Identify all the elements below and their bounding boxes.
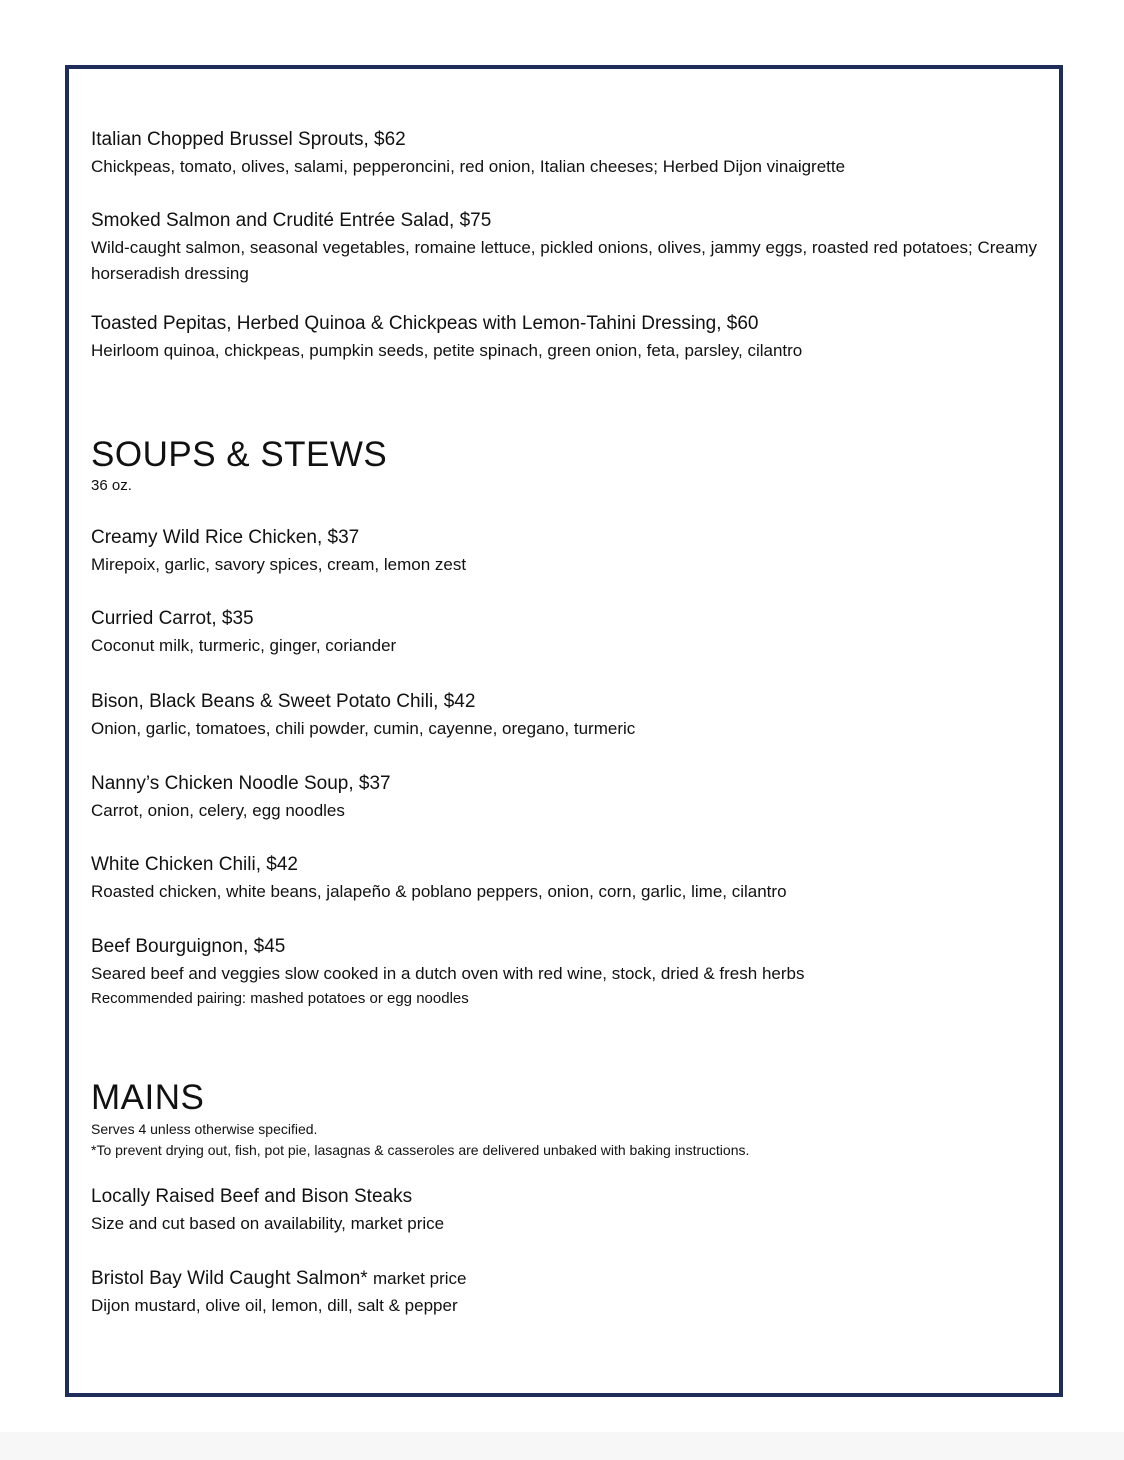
section-heading: MAINS <box>91 1078 205 1117</box>
section-subtitle: Serves 4 unless otherwise specified. <box>91 1121 318 1137</box>
menu-item <box>91 524 1037 578</box>
item-title: Smoked Salmon and Crudité Entrée Salad, $75 <box>91 210 492 231</box>
item-title: Locally Raised Beef and Bison Steaks <box>91 1186 413 1207</box>
item-description: Onion, garlic, tomatoes, chili powder, cumin, cayenne, oregano, turmeric <box>91 719 636 738</box>
item-description: Dijon mustard, olive oil, lemon, dill, salt & pepper <box>91 1296 458 1315</box>
soups-section <box>91 434 1037 1011</box>
menu-item <box>91 688 1037 742</box>
menu-item <box>91 851 1037 905</box>
menu-content <box>91 126 1037 1319</box>
section-note: *To prevent drying out, fish, pot pie, lasagnas & casseroles are delivered unbaked with baking instructions. <box>91 1142 750 1158</box>
menu-item <box>91 1265 1037 1319</box>
item-title: Italian Chopped Brussel Sprouts, $62 <box>91 129 406 150</box>
item-title: Bristol Bay Wild Caught Salmon* <box>91 1268 368 1289</box>
item-title: Bison, Black Beans & Sweet Potato Chili, $42 <box>91 691 476 712</box>
item-title-row <box>91 1265 1037 1293</box>
item-price: market price <box>372 1269 467 1288</box>
section-subtitle: 36 oz. <box>91 477 132 494</box>
menu-item <box>91 1183 1037 1237</box>
item-title: Nanny’s Chicken Noodle Soup, $37 <box>91 773 391 794</box>
menu-item <box>91 310 1037 364</box>
item-title: Beef Bourguignon, $45 <box>91 936 286 957</box>
menu-item <box>91 605 1037 659</box>
item-note: Recommended pairing: mashed potatoes or egg noodles <box>91 990 469 1007</box>
item-description: Carrot, onion, celery, egg noodles <box>91 801 345 820</box>
item-description: Size and cut based on availability, market price <box>91 1214 445 1233</box>
menu-item <box>91 770 1037 824</box>
item-title: Curried Carrot, $35 <box>91 608 254 629</box>
menu-item <box>91 207 1037 287</box>
item-description: Chickpeas, tomato, olives, salami, pepperoncini, red onion, Italian cheeses; Herbed Dijon vinaigrette <box>91 157 846 176</box>
item-description: Mirepoix, garlic, savory spices, cream, lemon zest <box>91 555 467 574</box>
item-description: Coconut milk, turmeric, ginger, coriander <box>91 636 397 655</box>
item-title: Creamy Wild Rice Chicken, $37 <box>91 527 360 548</box>
item-description: Heirloom quinoa, chickpeas, pumpkin seeds, petite spinach, green onion, feta, parsley, cilantro <box>91 341 803 360</box>
item-description: Roasted chicken, white beans, jalapeño & poblano peppers, onion, corn, garlic, lime, cilantro <box>91 882 787 901</box>
section-heading: SOUPS & STEWS <box>91 435 388 474</box>
item-description: Seared beef and veggies slow cooked in a dutch oven with red wine, stock, dried & fresh herbs <box>91 964 805 983</box>
mains-section <box>91 1077 1037 1319</box>
menu-item <box>91 126 1037 180</box>
item-title: White Chicken Chili, $42 <box>91 854 298 875</box>
item-description: Wild-caught salmon, seasonal vegetables, romaine lettuce, pickled onions, olives, jammy eggs, roasted red potatoes; Creamy horseradish dressing <box>91 238 1037 283</box>
item-title: Toasted Pepitas, Herbed Quinoa & Chickpeas with Lemon-Tahini Dressing, $60 <box>91 313 759 334</box>
menu-item <box>91 933 1037 1011</box>
